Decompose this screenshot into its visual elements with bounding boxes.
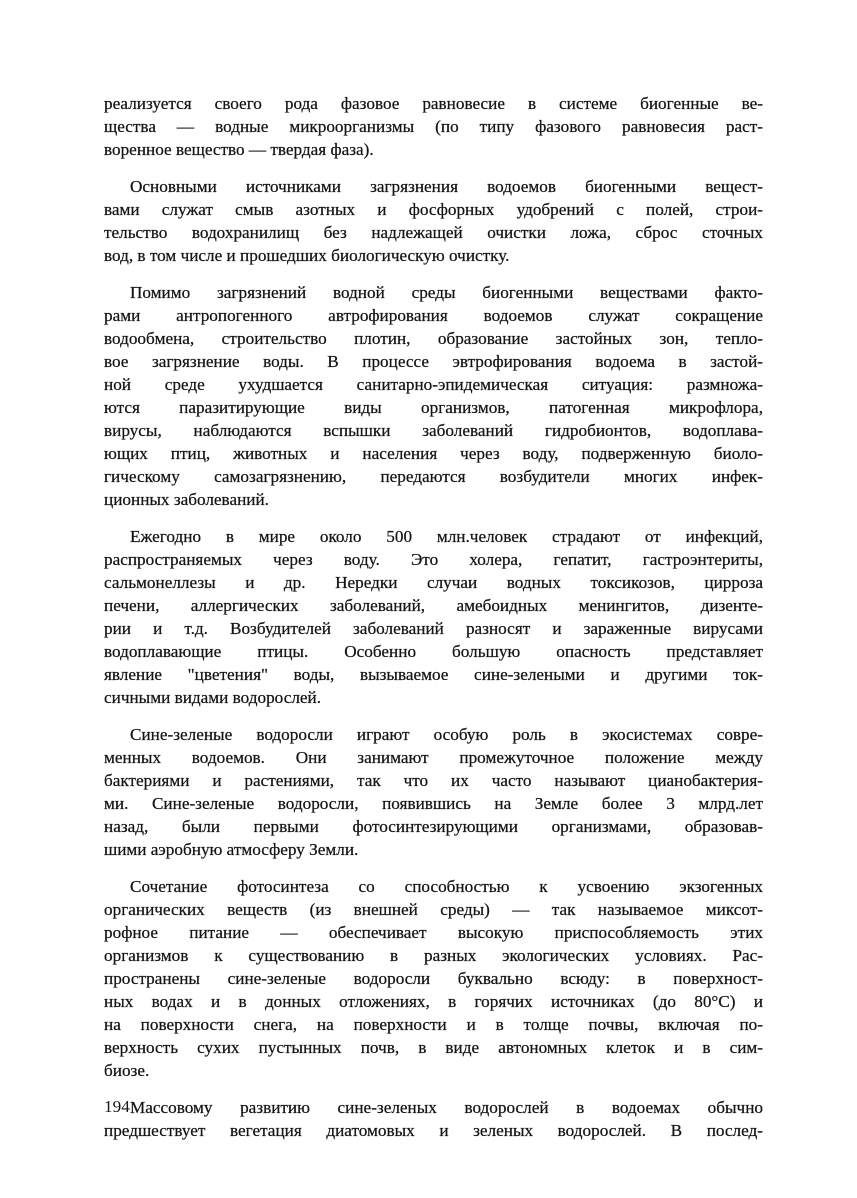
text-line: ной среде ухудшается санитарно-эпидемическая ситуация: размножа- — [104, 375, 763, 394]
text-line: Массовому развитию сине-зеленых водорослей в водоемах обычно — [130, 1098, 763, 1117]
text-line: водообмена, строительство плотин, образование застойных зон, тепло- — [104, 329, 763, 348]
text-line: ми. Сине-зеленые водоросли, появившись на Земле более 3 млрд.лет — [104, 794, 763, 813]
text-line: бактериями и растениями, так что их часто называют цианобактерия- — [104, 771, 763, 790]
text-line: Сочетание фотосинтеза со способностью к усвоению экзогенных — [130, 877, 763, 896]
text-line: вами служат смыв азотных и фосфорных удобрений с полей, строи- — [104, 200, 763, 219]
text-line: воренное вещество — твердая фаза). — [104, 140, 374, 159]
paragraph — [104, 175, 763, 267]
text-line: щества — водные микроорганизмы (по типу фазового равновесия раст- — [104, 117, 763, 136]
page-body — [104, 92, 763, 1156]
text-line: ющих птиц, животных и населения через воду, подверженную биоло- — [104, 444, 763, 463]
text-line: сальмонеллезы и др. Нередки случаи водных токсикозов, цирроза — [104, 573, 763, 592]
text-line: ционных заболеваний. — [104, 490, 269, 509]
paragraph — [104, 525, 763, 709]
text-line: явление "цветения" воды, вызываемое сине-зелеными и другими ток- — [104, 665, 763, 684]
text-line: рофное питание — обеспечивает высокую приспособляемость этих — [104, 923, 763, 942]
text-line: реализуется своего рода фазовое равновесие в системе биогенные ве- — [104, 94, 763, 113]
text-line: менных водоемов. Они занимают промежуточное положение между — [104, 748, 763, 767]
text-line: печени, аллергических заболеваний, амебоидных менингитов, дизенте- — [104, 596, 763, 615]
text-line: тельство водохранилищ без надлежащей очистки ложа, сброс сточных — [104, 223, 763, 242]
text-line: Ежегодно в мире около 500 млн.человек страдают от инфекций, — [130, 527, 763, 546]
text-line: пространены сине-зеленые водоросли буквально всюду: в поверхност- — [104, 969, 763, 988]
page-number: 194 — [104, 1097, 130, 1116]
text-line: верхность сухих пустынных почв, в виде автономных клеток и в сим- — [104, 1038, 763, 1057]
text-line: вод, в том числе и прошедших биологическую очистку. — [104, 246, 510, 265]
paragraph — [104, 875, 763, 1082]
text-line: вирусы, наблюдаются вспышки заболеваний гидробионтов, водоплава- — [104, 421, 763, 440]
text-line: предшествует вегетация диатомовых и зеленых водорослей. В послед- — [104, 1121, 763, 1140]
text-line: гическому самозагрязнению, передаются возбудители многих инфек- — [104, 467, 763, 486]
text-line: рами антропогенного автрофирования водоемов служат сокращение — [104, 306, 763, 325]
paragraph — [104, 723, 763, 861]
text-line: рии и т.д. Возбудителей заболеваний разносят и зараженные вирусами — [104, 619, 763, 638]
text-line: шими аэробную атмосферу Земли. — [104, 840, 359, 859]
text-line: органических веществ (из внешней среды) — так называемое миксот- — [104, 900, 763, 919]
text-line: вое загрязнение воды. В процессе эвтрофирования водоема в застой- — [104, 352, 763, 371]
text-line: сичными видами водорослей. — [104, 688, 322, 707]
paragraph — [104, 92, 763, 161]
paragraph — [104, 1096, 763, 1142]
text-line: водоплавающие птицы. Особенно большую опасность представляет — [104, 642, 763, 661]
text-line: ются паразитирующие виды организмов, патогенная микрофлора, — [104, 398, 763, 417]
text-line: распространяемых через воду. Это холера, гепатит, гастроэнтериты, — [104, 550, 763, 569]
text-line: Помимо загрязнений водной среды биогенными веществами факто- — [130, 283, 763, 302]
text-line: Сине-зеленые водоросли играют особую роль в экосистемах совре- — [130, 725, 763, 744]
text-line: биозе. — [104, 1061, 150, 1080]
text-line: ных водах и в донных отложениях, в горячих источниках (до 80°С) и — [104, 992, 763, 1011]
text-line: Основными источниками загрязнения водоемов биогенными вещест- — [130, 177, 763, 196]
paragraph — [104, 281, 763, 511]
text-line: назад, были первыми фотосинтезирующими организмами, образовав- — [104, 817, 763, 836]
text-line: организмов к существованию в разных экологических условиях. Рас- — [104, 946, 763, 965]
text-line: на поверхности снега, на поверхности и в толще почвы, включая по- — [104, 1015, 763, 1034]
